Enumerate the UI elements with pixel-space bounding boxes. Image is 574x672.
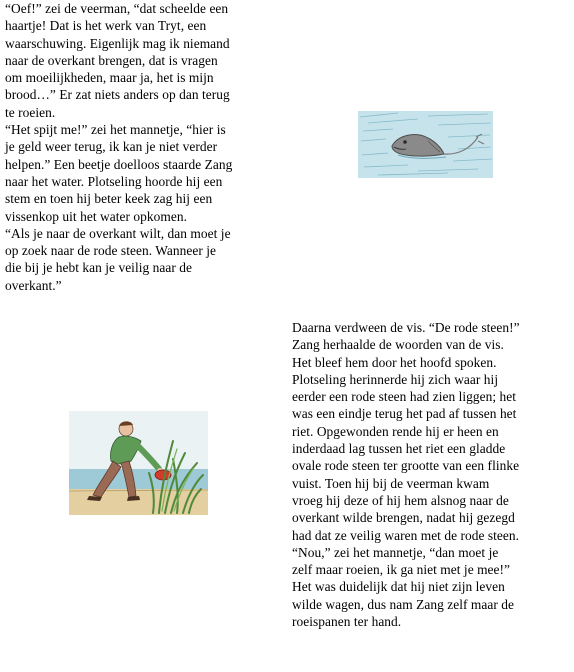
fish-in-water-illustration — [358, 111, 493, 178]
man-with-red-stone-illustration — [69, 411, 208, 515]
story-paragraph-bottom-right: Daarna verdween de vis. “De rode steen!” Zang herhaalde de woorden van de vis. Het bleef hem door het hoofd spoken. Plotseling herinnerde hij zich waar hij eerder een rode steen had zien liggen; het was een eindje terug het pad af tussen het riet. Opgewonden rende hij er heen en inderdaad lag tussen het riet een gladde ovale rode steen ter grootte van een flinke vuist. Toen hij bij de veerman kwam vroeg hij deze of hij hem alsnog naar de overkant wilde brengen, nadat hij gezegd had dat ze veilig waren met de rode steen. “Nou,” zei het mannetje, “dan moet je zelf maar roeien, ik ga niet met je mee!” Het was duidelijk dat hij niet zijn leven wilde wagen, dus nam Zang zelf maar de roeispanen ter hand. — [292, 320, 520, 630]
story-paragraph-top-left: “Oef!” zei de veerman, “dat scheelde een haartje! Dat is het werk van Tryt, een waarschuwing. Eigenlijk mag ik niemand naar de overkant brengen, dat is vragen om moeilijkheden, maar ja, het is mijn brood…” Er zat niets anders op dan terug te roeien. “Het spijt me!” zei het mannetje, “hier is je geld weer terug, ik kan je niet verder helpen.” Een beetje doelloos staarde Zang naar het water. Plotseling hoorde hij een stem en toen hij beter keek zag hij een vissenkop uit het water opkomen. “Als je naar de overkant wilt, dan moet je op zoek naar de rode steen. Wanneer je die bij je hebt kan je veilig naar de overkant.” — [5, 1, 233, 293]
